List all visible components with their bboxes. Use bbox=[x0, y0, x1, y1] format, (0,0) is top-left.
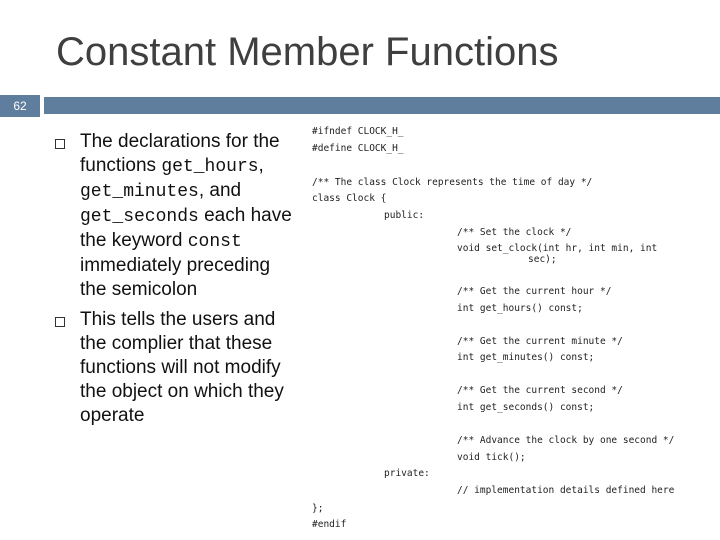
square-bullet-icon bbox=[55, 317, 65, 327]
code-line: #endif bbox=[312, 519, 347, 530]
square-bullet-icon bbox=[55, 139, 65, 149]
code-line: #define CLOCK_H_ bbox=[312, 143, 404, 154]
code-line: void tick(); bbox=[457, 452, 526, 463]
code-line: class Clock { bbox=[312, 193, 387, 204]
code-line: /** Get the current hour */ bbox=[457, 286, 612, 297]
code-line: /** Set the clock */ bbox=[457, 227, 572, 238]
code-line: public: bbox=[384, 210, 425, 221]
code-line: int get_seconds() const; bbox=[457, 402, 595, 413]
header-accent-bar bbox=[44, 97, 720, 114]
code-line: int get_minutes() const; bbox=[457, 352, 595, 363]
code-line: // implementation details defined here bbox=[457, 485, 675, 496]
inline-code: get_hours bbox=[161, 157, 259, 177]
bullet-text bbox=[80, 308, 292, 428]
code-line: /** The class Clock represents the time of day */ bbox=[312, 177, 593, 188]
bullet-text-run: , and bbox=[198, 180, 242, 201]
bullet-text-run: each have the keyword bbox=[80, 205, 292, 251]
inline-code: const bbox=[187, 232, 242, 252]
bullet-item bbox=[52, 130, 292, 302]
bullet-text-run: The declarations for the functions bbox=[80, 131, 280, 176]
bullet-text-run: This tells the users and the complier that these functions will not modify the object on which they operate bbox=[80, 309, 284, 426]
bullet-item bbox=[52, 308, 292, 428]
code-line: void set_clock(int hr, int min, int bbox=[457, 243, 658, 254]
code-line: private: bbox=[384, 468, 430, 479]
code-line: /** Get the current second */ bbox=[457, 385, 623, 396]
code-line: /** Get the current minute */ bbox=[457, 336, 623, 347]
code-line: /** Advance the clock by one second */ bbox=[457, 435, 675, 446]
code-line: }; bbox=[312, 503, 324, 514]
inline-code: get_minutes bbox=[80, 182, 199, 202]
inline-code: get_seconds bbox=[80, 207, 199, 227]
bullet-text-run: immediately preceding the semicolon bbox=[80, 255, 271, 300]
code-line: #ifndef CLOCK_H_ bbox=[312, 126, 404, 137]
bullet-text bbox=[80, 130, 292, 302]
bullet-list bbox=[52, 130, 292, 434]
code-line: int get_hours() const; bbox=[457, 303, 583, 314]
slide-title: Constant Member Functions bbox=[56, 30, 559, 74]
code-line: sec); bbox=[528, 254, 557, 265]
bullet-text-run: , bbox=[258, 155, 264, 176]
slide-number: 62 bbox=[13, 99, 27, 113]
